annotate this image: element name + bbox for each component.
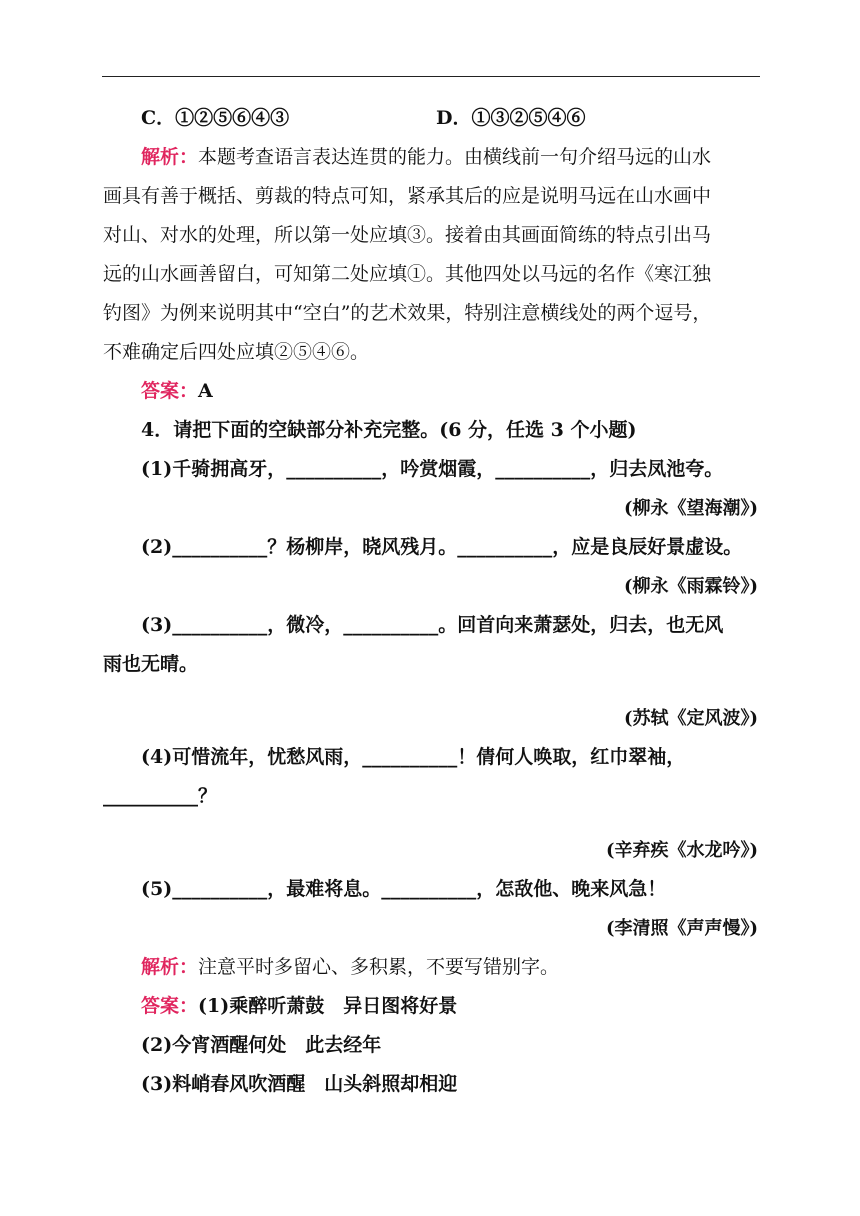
analysis-line	[103, 138, 758, 177]
question-item-2: (2)__________？杨柳岸，晓风残月。__________，应是良辰好景虚设。	[141, 536, 743, 558]
analysis-line-2	[103, 948, 758, 987]
question-item-3-cont: 雨也无晴。	[103, 653, 199, 675]
answer-value: A	[198, 380, 213, 402]
analysis-label: 解析：	[141, 956, 199, 978]
answer-line-1	[103, 372, 758, 411]
question-item-2-source: (柳永《雨霖铃》)	[623, 576, 758, 597]
answer-item-3: (3)料峭春风吹酒醒 山头斜照却相迎	[141, 1073, 458, 1095]
question-item-4-cont: __________？	[103, 785, 218, 807]
answer-label: 答案：	[141, 380, 199, 402]
question-item-3-source: (苏轼《定风波》)	[623, 708, 758, 729]
question-item-3: (3)__________，微冷，__________。回首向来萧瑟处，归去，也无风	[141, 614, 724, 636]
option-d: D．①③②⑤④⑥	[436, 107, 586, 129]
page-content	[103, 99, 758, 1104]
analysis-line: 不难确定后四处应填②⑤④⑥。	[103, 341, 370, 363]
spacer	[103, 684, 758, 699]
question-item-4-source: (辛弃疾《水龙吟》)	[605, 840, 758, 861]
question-item-1: (1)千骑拥高牙，__________，吟赏烟霞，__________，归去凤池夸。	[141, 458, 724, 480]
question-4-title: 4．请把下面的空缺部分补充完整。(6 分，任选 3 个小题)	[141, 419, 637, 441]
question-item-4: (4)可惜流年，忧愁风雨，__________！倩何人唤取，红巾翠袖，	[141, 746, 686, 768]
analysis-line: 远的山水画善留白，可知第二处应填①。其他四处以马远的名作《寒江独	[103, 263, 712, 285]
analysis-text: 注意平时多留心、多积累，不要写错别字。	[198, 956, 560, 978]
answer-item-2: (2)今宵酒醒何处 此去经年	[141, 1034, 382, 1056]
analysis-text: 本题考查语言表达连贯的能力。由横线前一句介绍马远的山水	[198, 146, 712, 168]
question-item-1-source: (柳永《望海潮》)	[623, 498, 758, 519]
answer-options-row	[103, 99, 758, 138]
header-rule	[102, 76, 760, 77]
question-item-5-source: (李清照《声声慢》)	[605, 918, 758, 939]
analysis-block-1	[103, 138, 758, 372]
option-c: C．①②⑤⑥④③	[141, 107, 290, 129]
analysis-line: 画具有善于概括、剪裁的特点可知，紧承其后的应是说明马远在山水画中	[103, 185, 712, 207]
analysis-label: 解析：	[141, 146, 199, 168]
question-item-5: (5)__________，最难将息。__________，怎敌他、晚来风急！	[141, 878, 667, 900]
spacer	[103, 816, 758, 831]
answer-label: 答案：	[141, 995, 199, 1017]
answer-line-2	[103, 987, 758, 1026]
analysis-line: 钓图》为例来说明其中“空白”的艺术效果，特别注意横线处的两个逗号，	[103, 302, 712, 324]
analysis-line: 对山、对水的处理，所以第一处应填③。接着由其画面简练的特点引出马	[103, 224, 712, 246]
answer-text: (1)乘醉听萧鼓 异日图将好景	[198, 995, 458, 1017]
